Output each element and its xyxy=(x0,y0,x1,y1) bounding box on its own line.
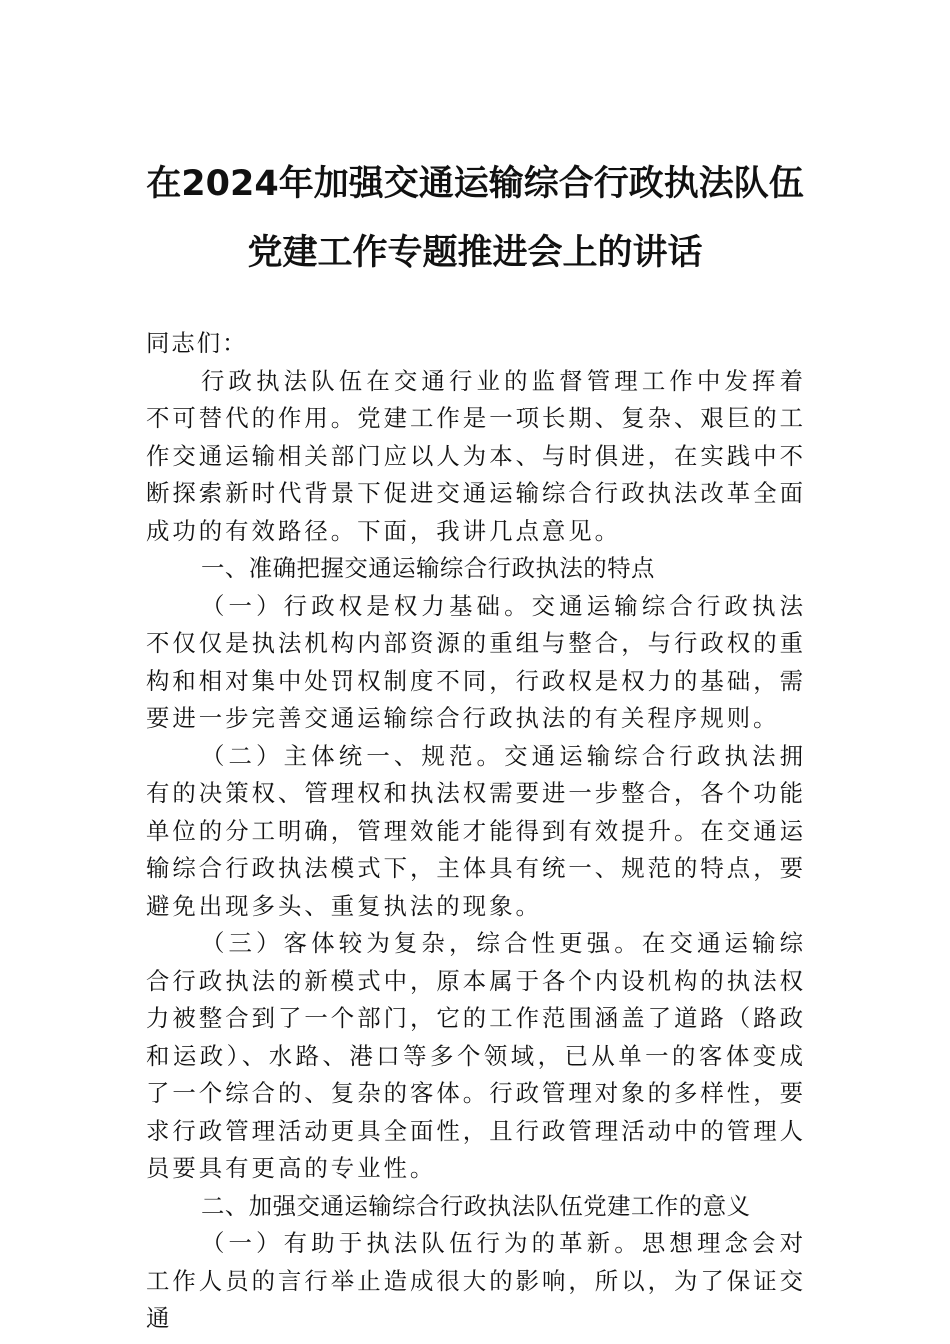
document-title-line-2: 党建工作专题推进会上的讲话 xyxy=(247,233,703,273)
section-1-item-1 xyxy=(146,588,806,738)
section-1-heading: 一、准确把握交通运输综合行政执法的特点 xyxy=(201,554,655,582)
section-1-item-2-lead: （二）主体统一、规范。 xyxy=(201,741,505,770)
intro-paragraph: 行政执法队伍在交通行业的监督管理工作中发挥着不可替代的作用。党建工作是一项长期、复杂、艰巨的工作交通运输相关部门应以人为本、与时俱进，在实践中不断探索新时代背景下促进交通运输综合行政执法改革全面成功的有效路径。下面，我讲几点意见。 xyxy=(146,366,806,545)
section-1-item-3-text: 在交通运输综合行政执法的新模式中，原本属于各个内设机构的执法权力被整合到了一个部门，它的工作范围涵盖了道路（路政和运政）、水路、港口等多个领域，已从单一的客体变成了一个综合的、复杂的客体。行政管理对象的多样性，要求行政管理活动更具全面性，且行政管理活动中的管理人员要具有更高的专业性。 xyxy=(146,929,806,1182)
section-2-heading: 二、加强交通运输综合行政执法队伍党建工作的意义 xyxy=(201,1191,751,1220)
section-1-item-3-lead: （三）客体较为复杂，综合性更强。 xyxy=(201,929,642,957)
section-1-item-1-lead: （一）行政权是权力基础。 xyxy=(201,591,532,620)
salutation: 同志们： xyxy=(146,329,248,357)
section-2-item-1-lead: （一）有助于执法队伍行为的革新。 xyxy=(201,1229,642,1257)
document-title-line-1: 在2024年加强交通运输综合行政执法队伍 xyxy=(146,164,804,204)
section-2-item-1 xyxy=(146,1225,806,1338)
section-1-item-1-text: 交通运输综合行政执法不仅仅是执法机构内部资源的重组与整合，与行政权的重构和相对集中处罚权制度不同，行政权是权力的基础，需要进一步完善交通运输综合行政执法的有关程序规则。 xyxy=(146,591,807,732)
section-1-item-2 xyxy=(146,738,806,926)
document-body xyxy=(146,325,806,1338)
section-2-item-1-text: 思想理念会对工作人员的言行举止造成很大的影响，所以，为了保证交通 xyxy=(146,1229,806,1332)
section-1-item-3 xyxy=(146,925,806,1188)
section-1-item-2-text: 交通运输综合行政执法拥有的决策权、管理权和执法权需要进一步整合，各个功能单位的分工明确，管理效能才能得到有效提升。在交通运输综合行政执法模式下，主体具有统一、规范的特点，要避免出现多头、重复执法的现象。 xyxy=(146,741,807,920)
